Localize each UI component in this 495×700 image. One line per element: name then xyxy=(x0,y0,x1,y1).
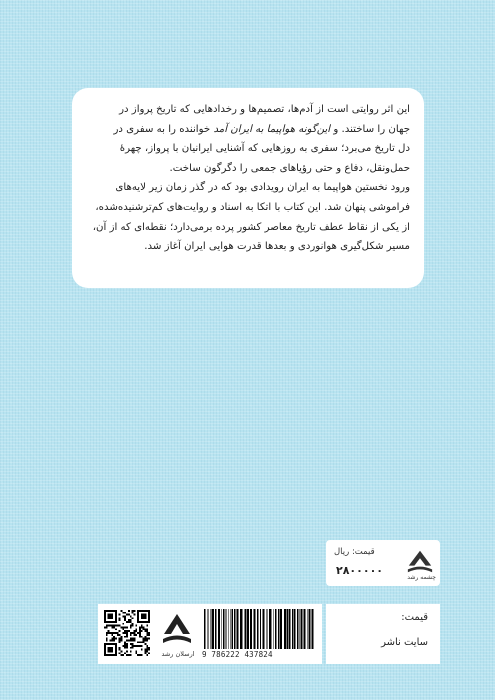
blurb-line-5: ورود نخستین هواپیما به ایران رویدادی بود که در گذر زمان زیر لایه‌های xyxy=(115,182,410,194)
qr-code-icon xyxy=(104,610,150,656)
barcode-strip xyxy=(98,604,322,664)
blurb-line-2 xyxy=(86,120,410,140)
blurb-line-4: حمل‌ونقل، دفاع و حتی رؤیاهای جمعی را دگرگون ساخت. xyxy=(169,162,410,174)
blurb-line-2-end: خواننده را به سفری در xyxy=(113,123,214,135)
site-price-label: قیمت: xyxy=(401,612,428,623)
blurb-line-8: مسیر شکل‌گیری هوانوردی و بعدها قدرت هوایی ایران آغاز شد. xyxy=(144,241,410,253)
back-cover-blurb xyxy=(72,88,424,288)
publisher-logo-icon xyxy=(160,608,194,648)
blurb-line-3: دل تاریخ می‌برد؛ سفری به روزهایی که آشنایی ایرانیان با پرواز، چهرهٔ xyxy=(119,143,410,155)
blurb-line-6: فراموشی پنهان شد. این کتاب با اتکا به اسناد و روایت‌های کم‌ترشنیده‌شده، xyxy=(95,201,410,213)
book-title-italic: این‌گونه هواپیما به ایران آمد xyxy=(213,123,331,135)
blurb-line-2-start: جهان را ساختند. و xyxy=(330,123,410,135)
price-sticker xyxy=(326,540,440,586)
site-price-box xyxy=(326,604,440,664)
blurb-line-7: از یکی از نقاط عطف تاریخ معاصر کشور پرده برمی‌دارد؛ نقطه‌ای که از آن، xyxy=(92,221,410,233)
price-label: قیمت: ریال xyxy=(334,547,375,557)
isbn-number: 9 786222 437824 xyxy=(202,650,273,659)
price-value: ۲۸۰۰۰۰۰ xyxy=(336,564,383,577)
publisher-logo-icon xyxy=(406,546,434,576)
isbn-barcode-icon xyxy=(202,609,316,649)
publisher-site-label: سایت ناشر xyxy=(381,637,428,648)
publisher-name: ارسلان رشد xyxy=(161,650,195,658)
blurb-line-1: این اثر روایتی است از آدم‌ها، تصمیم‌ها و رخدادهایی که تاریخ پرواز در xyxy=(119,104,410,115)
mini-logo-text: چشمه رشد xyxy=(407,574,436,581)
